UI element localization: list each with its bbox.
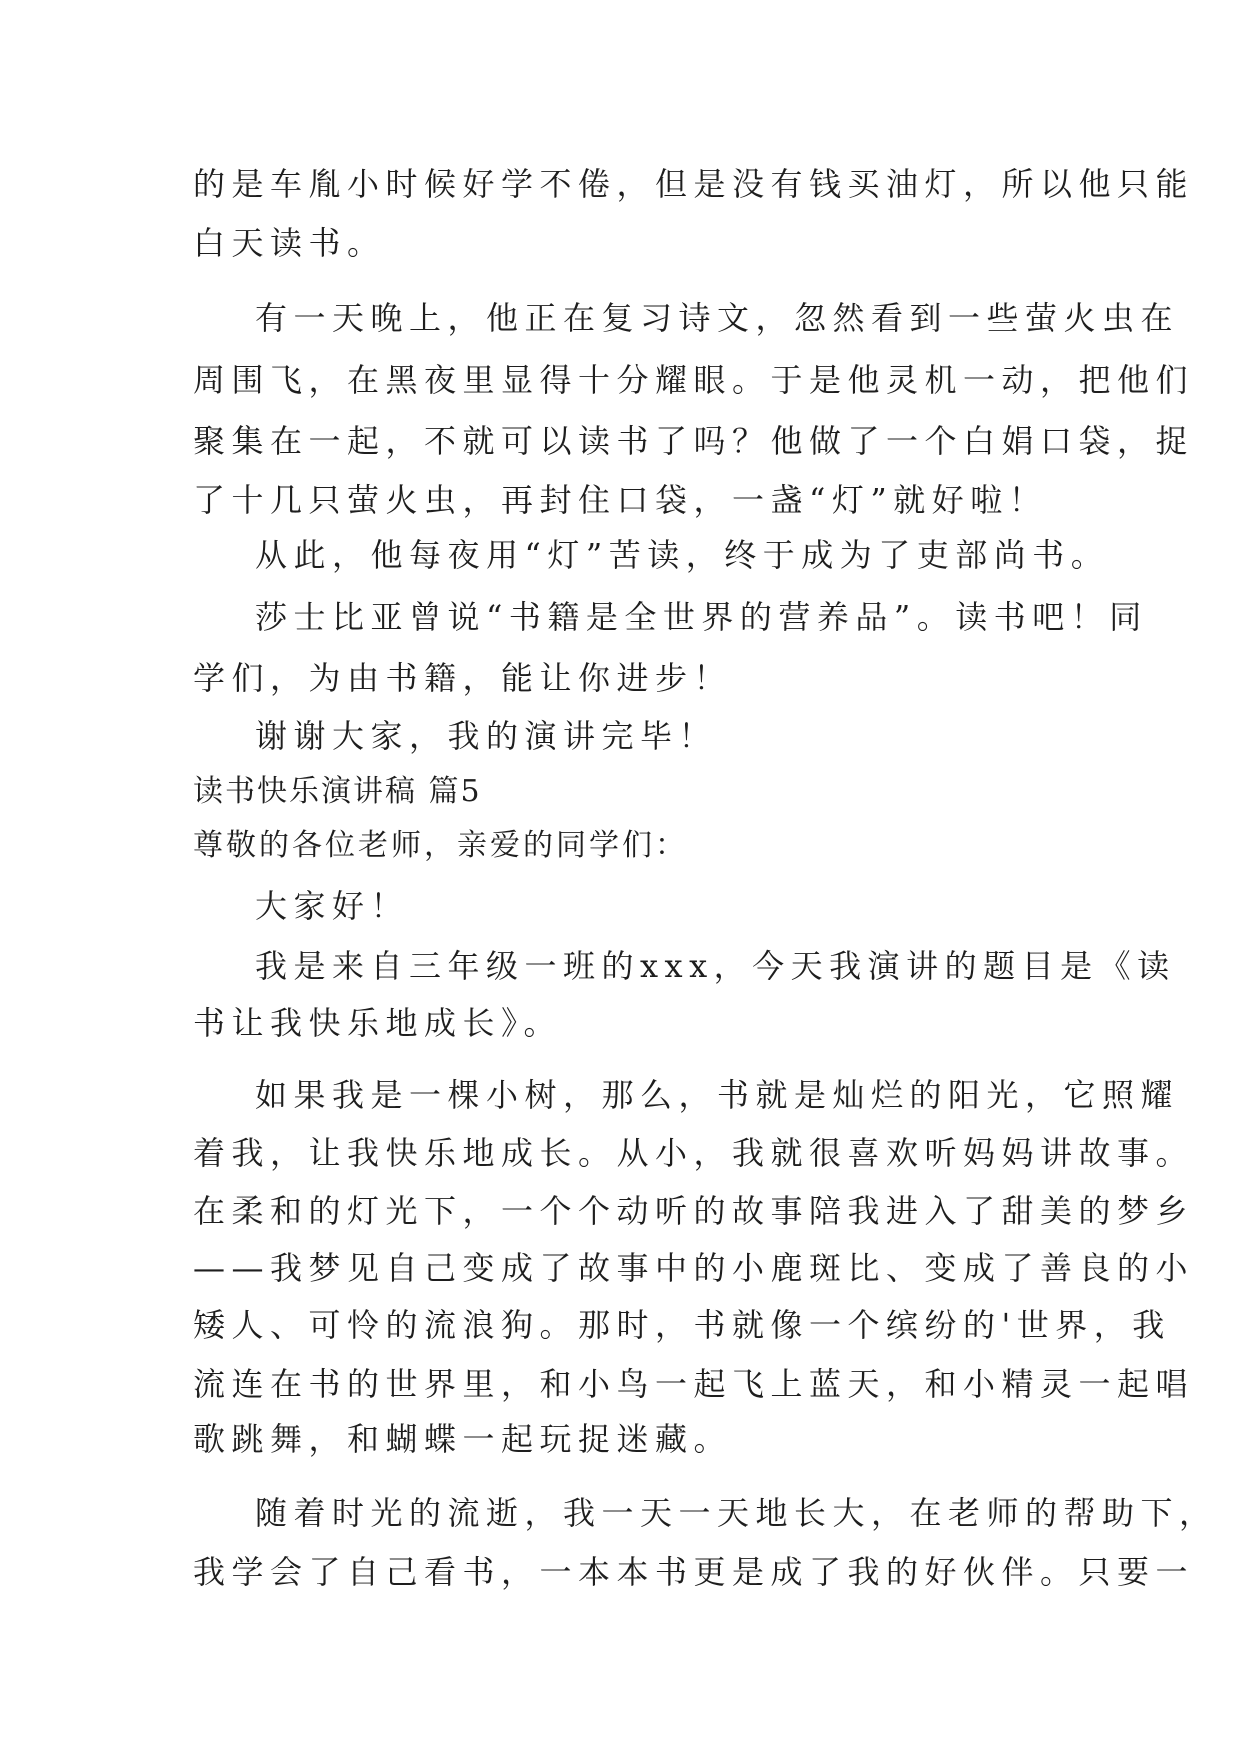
text-line: 流连在书的世界里，和小鸟一起飞上蓝天，和小精灵一起唱 <box>193 1365 1195 1403</box>
text-line: 我学会了自己看书，一本本书更是成了我的好伙伴。只要一 <box>193 1553 1195 1591</box>
paragraph-first-line: 谢谢大家，我的演讲完毕！ <box>255 717 718 755</box>
text-line: 歌跳舞，和蝴蝶一起玩捉迷藏。 <box>193 1420 733 1458</box>
text-line: 书让我快乐地成长》。 <box>193 1004 563 1042</box>
paragraph-first-line: 莎士比亚曾说“书籍是全世界的营养品”。读书吧！同 <box>255 598 1148 636</box>
section-heading: 读书快乐演讲稿 篇5 <box>193 774 482 809</box>
greeting: 大家好！ <box>255 887 410 925</box>
text-line: 的是车胤小时候好学不倦，但是没有钱买油灯，所以他只能 <box>193 165 1195 203</box>
paragraph-first-line: 从此，他每夜用“灯”苦读，终于成为了吏部尚书。 <box>255 536 1110 574</box>
paragraph-first-line: 如果我是一棵小树，那么，书就是灿烂的阳光，它照耀 <box>255 1076 1180 1114</box>
paragraph-first-line: 有一天晚上，他正在复习诗文，忽然看到一些萤火虫在 <box>255 299 1180 337</box>
text-line: 学们，为由书籍，能让你进步！ <box>193 659 733 697</box>
salutation: 尊敬的各位老师，亲爱的同学们： <box>193 828 688 863</box>
text-line: 着我，让我快乐地成长。从小，我就很喜欢听妈妈讲故事。 <box>193 1134 1195 1172</box>
text-line: 在柔和的灯光下，一个个动听的故事陪我进入了甜美的梦乡 <box>193 1192 1195 1230</box>
text-line: 矮人、可怜的流浪狗。那时，书就像一个缤纷的'世界，我 <box>193 1306 1171 1344</box>
text-line: 周围飞，在黑夜里显得十分耀眼。于是他灵机一动，把他们 <box>193 361 1195 399</box>
text-line: ——我梦见自己变成了故事中的小鹿斑比、变成了善良的小 <box>193 1249 1195 1287</box>
text-line: 白天读书。 <box>193 224 386 262</box>
text-line: 聚集在一起，不就可以读书了吗？他做了一个白娟口袋，捉 <box>193 422 1195 460</box>
paragraph-first-line: 我是来自三年级一班的xxx，今天我演讲的题目是《读 <box>255 947 1176 985</box>
text-line: 了十几只萤火虫，再封住口袋，一盏“灯”就好啦！ <box>193 481 1048 519</box>
paragraph-first-line: 随着时光的流逝，我一天一天地长大，在老师的帮助下， <box>255 1494 1218 1532</box>
